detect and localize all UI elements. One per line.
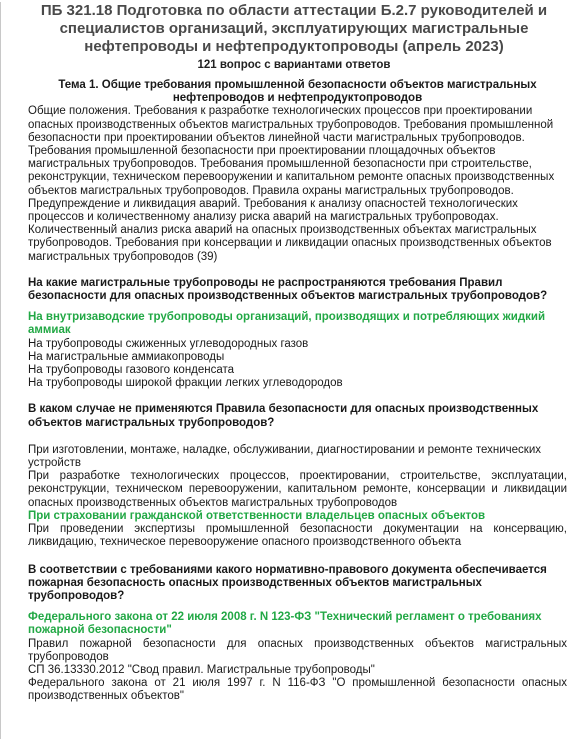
answer-option: СП 36.13330.2012 "Свод правил. Магистральные трубопроводы" — [28, 663, 375, 676]
question-text: На какие магистральные трубопроводы не распространяются требования Правил безопасности для опасных производственных объектов магистральных трубопроводов? — [28, 276, 548, 303]
answer-option-correct: На внутризаводские трубопроводы организаций, производящих и потребляющих жидкий аммиак — [28, 311, 546, 337]
answer-option-correct: При страховании гражданской ответственности владельцев опасных объектов — [28, 509, 486, 522]
document-subtitle: 121 вопрос с вариантами ответов — [197, 59, 391, 71]
document-content — [1, 79, 587, 704]
document-page — [0, 2, 587, 739]
answer-option: На трубопроводы газового конденсата — [28, 364, 235, 377]
answer-option: Правил пожарной безопасности для опасных производственных объектов магистральных трубопроводов — [28, 637, 567, 663]
answer-option: На трубопроводы сжиженных углеводородных газов — [28, 337, 309, 350]
answer-option: При разработке технологических процессов, проектировании, строительстве, эксплуатации, реконструкции, техническом перевооружении, капитальном ремонте, консервации и ликвидации опасных производственных объектов магистральных трубопроводов — [28, 470, 567, 509]
answer-option: Федерального закона от 21 июля 1997 г. N 116-ФЗ "О промышленной безопасности опасных производственных объектов" — [28, 677, 567, 703]
question-text: В каком случае не применяются Правила безопасности для опасных производственных объектов магистральных трубопроводов? — [28, 403, 539, 429]
topic-description: Общие положения. Требования к разработке технологических процессов при проектировании опасных производственных объектов магистральных трубопроводов. Требования промышленной безопасности при проектировании объектов линейной части магистральных трубопроводов. Требования промышленной безопасности при проектировании площадочных объектов магистральных трубопроводов. Требования промышленной безопасности при строительстве, реконструкции, техническом перевооружении и капитальном ремонте опасных производственных объектов магистральных трубопроводов. Правила охраны магистральных трубопроводов. Предупреждение и ликвидация аварий. Требования к анализу опасностей технологических процессов и количественному анализу риска аварий на магистральных трубопроводах. Количественный анализ риска аварий на опасных производственных объектах магистральных трубопроводов. Требования при консервации и ликвидации опасных производственных объектов магистральных трубопроводов (39) — [28, 105, 555, 263]
answer-option-correct: Федерального закона от 22 июля 2008 г. N 123-ФЗ "Технический регламент о требованиях пожарной безопасности" — [28, 611, 542, 637]
document-title: ПБ 321.18 Подготовка по области аттестации Б.2.7 руководителей и специалистов организаций, эксплуатирующих магистральные нефтепроводы и нефтепродуктопроводы (апрель 2023) — [40, 2, 548, 55]
answer-option: При изготовлении, монтаже, наладке, обслуживании, диагностировании и ремонте технических устройств — [28, 443, 541, 470]
answer-option: На магистральные аммиакопроводы — [28, 350, 225, 363]
answer-option: При проведении экспертизы промышленной безопасности документации на консервацию, ликвидацию, техническое перевооружение опасного производственного объекта — [28, 523, 567, 549]
answer-list — [28, 444, 567, 550]
answer-option: На трубопроводы широкой фракции легких углеводородов — [28, 377, 343, 390]
question-text: В соответствии с требованиями какого нормативно-правового документа обеспечивается пожарная безопасность опасных производственных объектов магистральных трубопроводов? — [28, 563, 547, 602]
answer-list — [28, 311, 567, 390]
topic-title: Тема 1. Общие требования промышленной безопасности объектов магистральных нефтепроводов и нефтепродуктопроводов — [58, 79, 537, 105]
answer-list — [28, 611, 567, 703]
